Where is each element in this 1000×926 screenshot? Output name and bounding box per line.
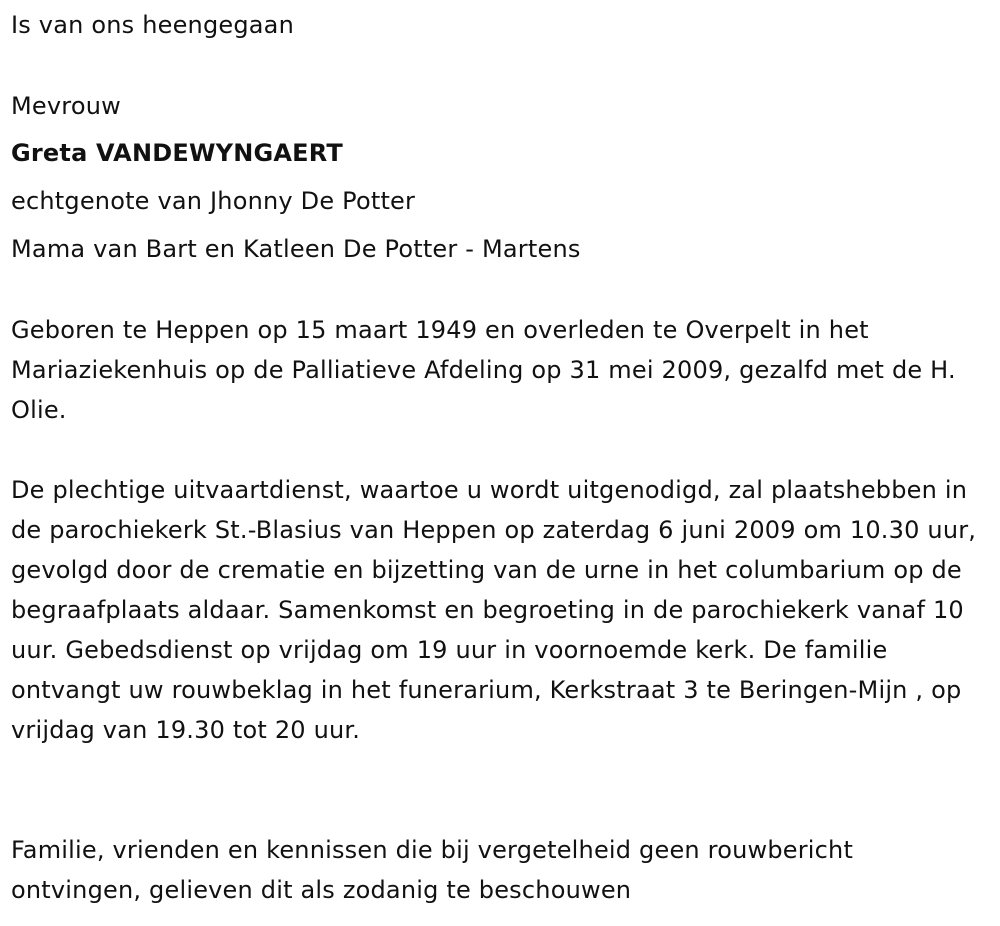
- funeral-paragraph: De plechtige uitvaartdienst, waartoe u wordt uitgenodigd, zal plaatshebben in de parochiekerk St.-Blasius van Heppen op zaterdag 6 juni 2009 om 10.30 uur, gevolgd door de crematie en bijzetting van de urne in het columbarium op de begraafplaats aldaar. Samenkomst en begroeting in de parochiekerk vanaf 10 uur. Gebedsdienst op vrijdag om 19 uur in voornoemde kerk. De familie ontvangt uw rouwbeklag in het funerarium, Kerkstraat 3 te Beringen-Mijn , op vrijdag van 19.30 tot 20 uur.: [11, 476, 977, 744]
- birth-death-paragraph: Geboren te Heppen op 15 maart 1949 en overleden te Overpelt in het Mariaziekenhuis op de Palliatieve Afdeling op 31 mei 2009, gezalfd met de H. Olie.: [11, 316, 956, 424]
- intro-text: Is van ons heengegaan: [11, 11, 295, 39]
- closing-paragraph: Familie, vrienden en kennissen die bij vergetelheid geen rouwbericht ontvingen, gelieven dit als zodanig te beschouwen: [11, 836, 854, 904]
- spouse-line: echtgenote van Jhonny De Potter: [11, 187, 416, 215]
- children-line: Mama van Bart en Katleen De Potter - Martens: [11, 235, 581, 263]
- deceased-name: Greta VANDEWYNGAERT: [11, 139, 343, 167]
- salutation: Mevrouw: [11, 92, 121, 120]
